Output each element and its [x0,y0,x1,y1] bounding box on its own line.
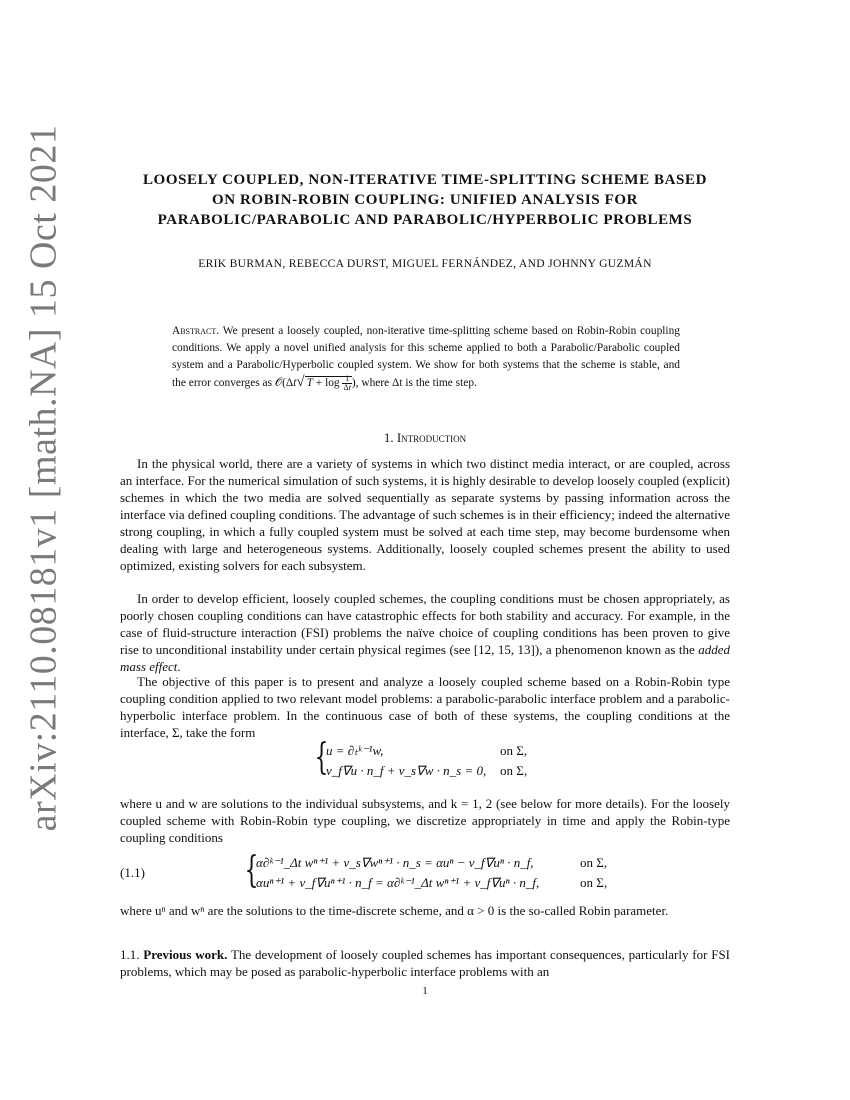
robin-eq-side-2: on Σ, [580,875,608,890]
title-line-3: PARABOLIC/PARABOLIC AND PARABOLIC/HYPERBOLIC PROBLEMS [157,212,693,228]
paper-title [120,170,730,230]
title-line-2: ON ROBIN-ROBIN COUPLING: UNIFIED ANALYSIS FOR [211,192,639,208]
robin-eq-line-1: α∂ᵏ⁻¹_Δt wⁿ⁺¹ + ν_s∇wⁿ⁺¹ · n_s = αuⁿ − ν_f∇uⁿ · n_f, [256,855,534,870]
paragraph-2: In order to develop efficient, loosely coupled schemes, the coupling conditions must be chosen appropriately, as poorly chosen coupling conditions can have catastrophic effects for both stability and accuracy. For example, in the case of fluid-structure interaction (FSI) problems the naïve choice of coupling conditions has been proven to give rise to unconditional instability under certain physical regimes (see [12, 15, 13]), a phenomenon known as the added mass effect. [120,591,731,674]
robin-eq-line-2: αuⁿ⁺¹ + ν_f∇uⁿ⁺¹ · n_f = α∂ᵏ⁻¹_Δt wⁿ⁺¹ + ν_f∇uⁿ · n_f, [256,875,540,890]
coupling-eq-line-2: ν_f∇u · n_f + ν_s∇w · n_s = 0, [326,763,487,778]
section-heading-introduction: 1. Introduction [383,430,467,445]
paragraph-3: The objective of this paper is to present and analyze a loosely coupled scheme based on a Robin-Robin type coupling condition applied to two relevant model problems: a parabolic-parabolic interface problem and a parabolic-hyperbolic interface problem. In the continuous case of both of these systems, the coupling conditions at the interface, Σ, take the form [120,674,730,740]
arxiv-identifier-text: arXiv:2110.08181v1 [math.NA] 15 Oct 2021 [22,124,64,832]
paragraph-1: In the physical world, there are a variety of systems in which two distinct media interact, or are coupled, across an interface. For the numerical simulation of such systems, it is highly desirable to develop loosely coupled (explicit) schemes in which the two media are solved sequentially as separate systems by passing information across the interface via defined coupling conditions. The advantage of such schemes is in their efficiency; indeed the alternative strong coupling, in which a fully coupled system must be solved at each time step, may become burdensome when dealing with large and heterogeneous systems. Additionally, loosely coupled schemes present the ability to used optimized, existing solvers for each subsystem. [120,456,730,573]
robin-eq-side-1: on Σ, [580,855,608,870]
abstract-label: Abstract. [172,325,220,337]
subsection-title: Previous work. [143,947,228,962]
abstract-formula: 𝒪(Δt√ T + log $\frac{1}{\Delta t}$ ) [274,373,356,392]
coupling-eq-line-1: u = ∂ₜᵏ⁻¹w, [326,743,384,758]
abstract-text: We present a loosely coupled, non-iterative time-splitting scheme based on Robin-Robin coupling conditions. We apply a novel unified analysis for this scheme applied to both a Parabolic/Parabolic coupled system and a Parabolic/Hyperbolic coupled system. We show for both systems that the scheme is stable, and the error converges as [172,325,680,389]
robin-coupling-equation: { α∂ᵏ⁻¹_Δt wⁿ⁺¹ + ν_s∇wⁿ⁺¹ · n_s = αuⁿ − ν_f∇uⁿ · n_f, αuⁿ⁺¹ + ν_f∇uⁿ⁺¹ · n_f = α∂ᵏ⁻¹_Δt wⁿ⁺¹ + ν_f∇uⁿ · n_f, on Σ, on Σ, [244,850,608,891]
subsection-text: The development of loosely coupled schemes has important consequences, particularly for FSI problems, which may be posed as parabolic-hyperbolic interface problems with an [120,947,731,979]
paragraph-4: where u and w are solutions to the individual subsystems, and k = 1, 2 (see below for more details). For the loosely coupled scheme with Robin-Robin type coupling, we discretize appropriately in time and apply the Robin-type coupling conditions [120,796,730,845]
coupling-eq-side-1: on Σ, [500,743,528,758]
paragraph-5: where uⁿ and wⁿ are the solutions to the time-discrete scheme, and α > 0 is the so-called Robin parameter. [120,903,669,918]
title-line-1: LOOSELY COUPLED, NON-ITERATIVE TIME-SPLITTING SCHEME BASED [142,172,708,188]
subsection-number: 1.1. [120,947,140,962]
author-list: ERIK BURMAN, REBECCA DURST, MIGUEL FERNÁNDEZ, AND JOHNNY GUZMÁN [198,257,652,270]
arxiv-identifier [18,124,68,832]
subsection-previous-work [120,946,730,980]
added-mass-term: added mass effect [120,642,731,674]
abstract [172,323,680,392]
paragraph-2-text: In order to develop efficient, loosely coupled schemes, the coupling conditions must be chosen appropriately, as poorly chosen coupling conditions can have catastrophic effects for both stability and accuracy. For example, in the case of fluid-structure interaction (FSI) problems the naïve choice of coupling conditions has been proven to give rise to unconditional instability under certain physical regimes (see [12, 15, 13]), a phenomenon known as the [120,591,730,657]
coupling-eq-side-2: on Σ, [500,763,528,778]
page-number: 1 [422,985,428,997]
equation-number: (1.1) [120,865,145,880]
abstract-tail: , where Δt is the time step. [355,377,477,389]
coupling-equation: { u = ∂ₜᵏ⁻¹w, ν_f∇u · n_f + ν_s∇w · n_s = 0, on Σ, on Σ, [314,737,528,778]
